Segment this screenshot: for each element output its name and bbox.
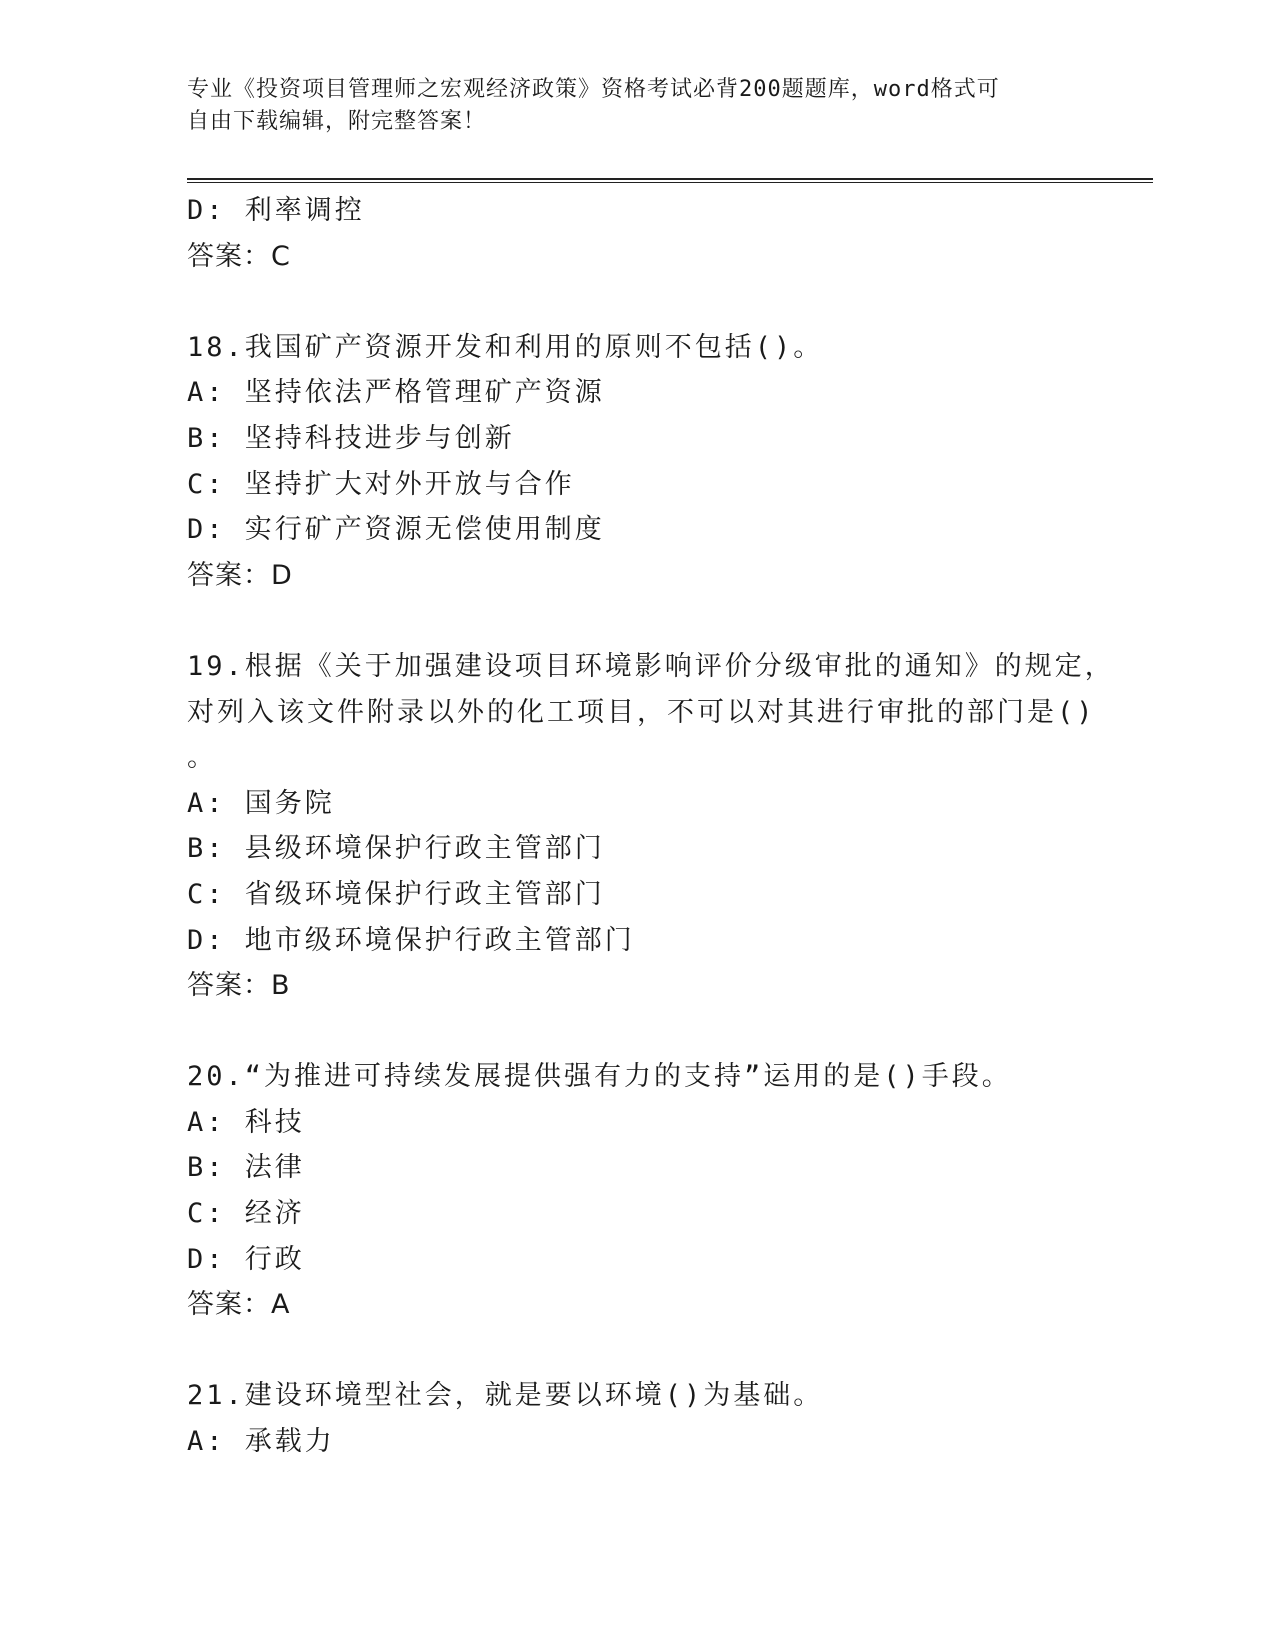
header-line-1: 专业《投资项目管理师之宏观经济政策》资格考试必背200题题库，word格式可 xyxy=(187,77,1000,102)
spacer xyxy=(187,1328,1087,1374)
question-list xyxy=(187,188,1115,1465)
option-a: A: 国务院 xyxy=(187,787,335,819)
header-line-2: 自由下载编辑，附完整答案！ xyxy=(187,109,487,134)
question-18 xyxy=(187,325,1087,599)
option-d: D: 实行矿产资源无偿使用制度 xyxy=(187,514,605,546)
option-c: C: 省级环境保护行政主管部门 xyxy=(187,878,605,910)
option-c: C: 坚持扩大对外开放与合作 xyxy=(187,468,575,500)
question-text: 18.我国矿产资源开发和利用的原则不包括()。 xyxy=(187,331,824,363)
header-divider xyxy=(187,178,1153,183)
answer: 答案：A xyxy=(187,1289,291,1321)
question-text-line-3: 。 xyxy=(187,742,217,774)
option-a: A: 科技 xyxy=(187,1106,305,1138)
question-text-line-2: 对列入该文件附录以外的化工项目，不可以对其进行审批的部门是() xyxy=(187,696,1096,728)
answer: 答案：B xyxy=(187,970,291,1002)
spacer xyxy=(187,598,1087,644)
question-text-line-1: 19.根据《关于加强建设项目环境影响评价分级审批的通知》的规定， xyxy=(187,650,1115,682)
spacer xyxy=(187,1009,1087,1055)
option-c: C: 经济 xyxy=(187,1198,305,1230)
answer: 答案：D xyxy=(187,559,293,591)
option-b: B: 法律 xyxy=(187,1152,305,1184)
document-header xyxy=(187,74,1067,138)
option-d: D: 行政 xyxy=(187,1243,305,1275)
question-17-tail xyxy=(187,188,1087,279)
question-20 xyxy=(187,1054,1087,1328)
option-b: B: 县级环境保护行政主管部门 xyxy=(187,833,605,865)
spacer xyxy=(187,279,1087,325)
option-d: D: 地市级环境保护行政主管部门 xyxy=(187,924,635,956)
option-a: A: 承载力 xyxy=(187,1426,335,1458)
question-text: 21.建设环境型社会，就是要以环境()为基础。 xyxy=(187,1380,824,1412)
question-text: 20.“为推进可持续发展提供强有力的支持”运用的是()手段。 xyxy=(187,1061,1012,1093)
option-a: A: 坚持依法严格管理矿产资源 xyxy=(187,377,605,409)
question-21 xyxy=(187,1373,1087,1464)
option-b: B: 坚持科技进步与创新 xyxy=(187,422,515,454)
answer: 答案：C xyxy=(187,240,291,272)
option-d: D: 利率调控 xyxy=(187,195,365,226)
question-19 xyxy=(187,644,1115,1009)
